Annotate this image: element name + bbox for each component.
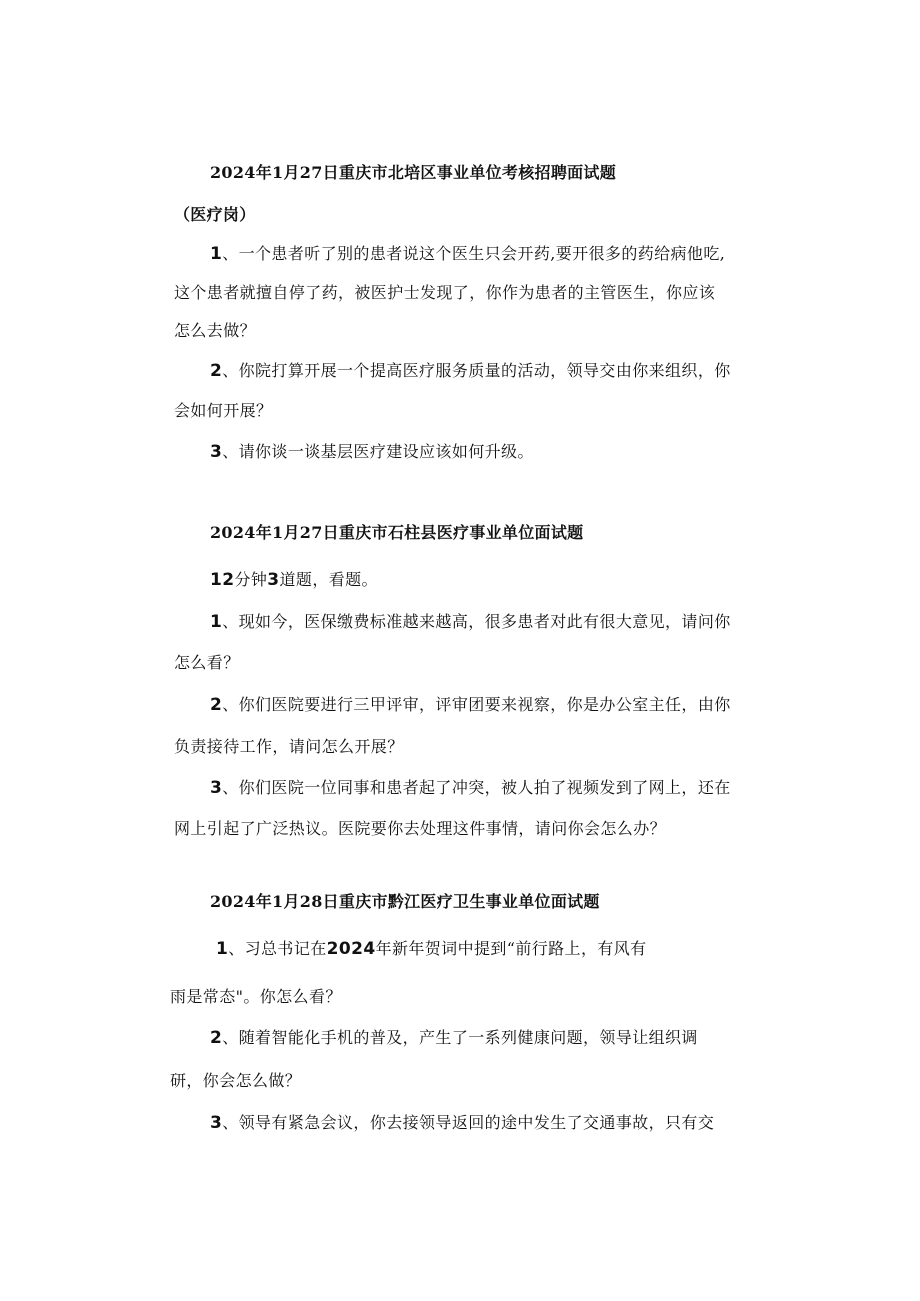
section-3-title: 2024年1月28日重庆市黔江医疗卫生事业单位面试题 bbox=[210, 892, 600, 911]
s1-q1-number: 1 bbox=[210, 244, 223, 264]
s2-q3-text-2: 网上引起了广泛热议。医院要你去处理这件事情，请问你会怎么办？ bbox=[174, 819, 667, 838]
s2-intro-count: 3 bbox=[267, 570, 280, 590]
s1-q1-text-2: 这个患者就擅自停了药，被医护士发现了，你作为患者的主管医生，你应该 bbox=[174, 283, 716, 302]
s1-q2-line1 bbox=[210, 360, 731, 382]
s2-q1-line1 bbox=[210, 611, 731, 633]
section-1-title: 2024年1月27日重庆市北培区事业单位考核招聘面试题 bbox=[210, 163, 617, 182]
s2-intro bbox=[210, 569, 378, 591]
s3-q2-line1 bbox=[210, 1027, 698, 1049]
s1-q2-text-1: 、你院打算开展一个提高医疗服务质量的活动，领导交由你来组织，你 bbox=[222, 361, 731, 380]
s1-q1-text-1: 、一个患者听了别的患者说这个医生只会开药,要开很多的药给病他吃, bbox=[222, 244, 726, 263]
s3-q1-text-2: 雨是常态"。你怎么看？ bbox=[170, 987, 342, 1006]
s2-q2-text-2: 负责接待工作，请问怎么开展？ bbox=[174, 737, 404, 756]
s3-q2-text-1: 、随着智能化手机的普及，产生了一系列健康问题，领导让组织调 bbox=[222, 1028, 698, 1047]
s2-q3-line1 bbox=[210, 777, 731, 799]
s3-q3-number: 3 bbox=[210, 1113, 223, 1133]
s1-q2-text-2: 会如何开展？ bbox=[174, 401, 273, 420]
s3-q1-text-1: 年新年贺词中提到“前行路上，有风有 bbox=[375, 939, 647, 958]
s3-q1-number: 1 bbox=[216, 939, 229, 959]
s2-q2-text-1: 、你们医院要进行三甲评审，评审团要来视察，你是办公室主任，由你 bbox=[222, 695, 731, 714]
s2-q2-number: 2 bbox=[210, 695, 223, 715]
s1-q2-number: 2 bbox=[210, 361, 223, 381]
s3-q1-pre: 、习总书记在 bbox=[228, 939, 327, 958]
s2-q3-text-1: 、你们医院一位同事和患者起了冲突，被人拍了视频发到了网上，还在 bbox=[222, 778, 731, 797]
s3-q3-text-1: 、领导有紧急会议，你去接领导返回的途中发生了交通事故，只有交 bbox=[222, 1113, 715, 1132]
s2-q2-line1 bbox=[210, 694, 731, 716]
s3-q2-text-2: 研，你会怎么做？ bbox=[170, 1071, 302, 1090]
section-1-subtitle: （医疗岗） bbox=[174, 205, 256, 224]
s3-q1-year: 2024 bbox=[326, 939, 376, 959]
s1-q1-text-3: 怎么去做？ bbox=[174, 321, 257, 340]
s1-q3-line1 bbox=[210, 441, 534, 463]
s1-q3-text-1: 、请你谈一谈基层医疗建设应该如何升级。 bbox=[222, 442, 534, 461]
s2-intro-minutes: 12 bbox=[210, 570, 235, 590]
s2-q1-number: 1 bbox=[210, 612, 223, 632]
s3-q2-number: 2 bbox=[210, 1028, 223, 1048]
s1-q1-line1 bbox=[210, 243, 725, 265]
s1-q3-number: 3 bbox=[210, 442, 223, 462]
s3-q1-line1 bbox=[216, 938, 647, 960]
s2-intro-end: 道题，看题。 bbox=[279, 570, 378, 589]
s2-q3-number: 3 bbox=[210, 778, 223, 798]
section-2-title: 2024年1月27日重庆市石柱县医疗事业单位面试题 bbox=[210, 523, 584, 542]
s3-q3-line1 bbox=[210, 1112, 714, 1134]
s2-q1-text-1: 、现如今，医保缴费标准越来越高，很多患者对此有很大意见，请问你 bbox=[222, 612, 731, 631]
s2-intro-mid: 分钟 bbox=[234, 570, 268, 589]
s2-q1-text-2: 怎么看？ bbox=[174, 653, 240, 672]
